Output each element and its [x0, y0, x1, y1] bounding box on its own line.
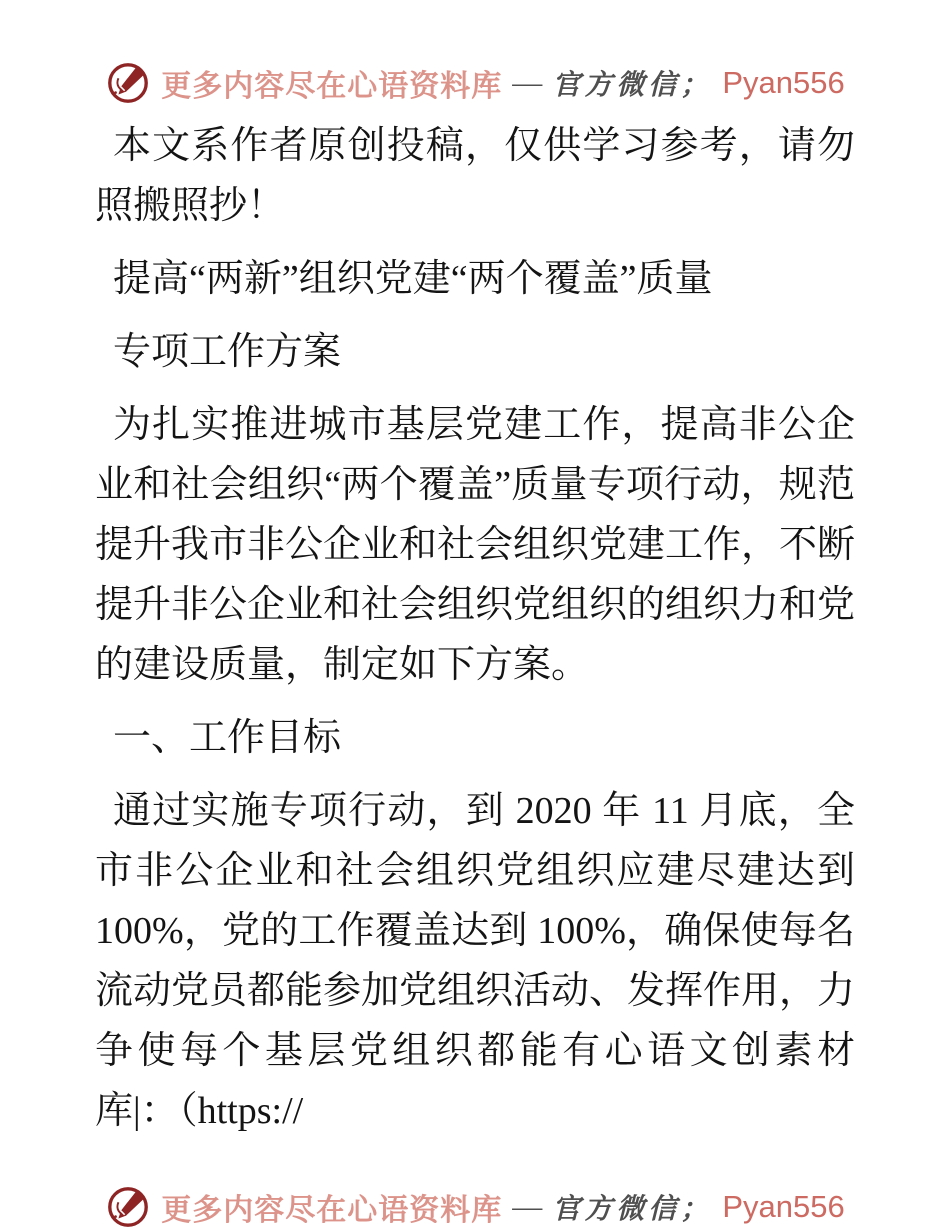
brand-text: 更多内容尽在心语资料库 — [161, 1194, 503, 1227]
brand-pen-logo-icon — [105, 1184, 151, 1230]
section-heading-work-goals: 一、工作目标 — [113, 717, 342, 759]
brand-text: 更多内容尽在心语资料库 — [161, 70, 503, 103]
footer-watermark — [0, 1184, 950, 1230]
paragraph-work-goals: 通过实施专项行动，到 2020 年 11 月底，全市非公企业和社会组织党组织应建尽建达到 100%，党的工作覆盖达到 100%，确保使每名流动党员都能参加党组织活动、发挥作用，力争使每个基层党组织都能有心语文创素材库|：（https:// — [95, 790, 856, 1132]
document-body — [95, 116, 855, 1154]
banner-dash: — — [512, 1190, 543, 1223]
banner-dash: — — [512, 66, 543, 99]
official-wechat-label: 官方微信； — [552, 1194, 713, 1225]
official-wechat-label: 官方微信； — [552, 70, 713, 101]
wechat-id: Pyan556 — [722, 65, 845, 100]
brand-pen-logo-icon — [105, 60, 151, 106]
document-title-line-2: 专项工作方案 — [113, 331, 342, 373]
paragraph-intro: 为扎实推进城市基层党建工作，提高非公企业和社会组织“两个覆盖”质量专项行动，规范提升我市非公企业和社会组织党建工作，不断提升非公企业和社会组织党组织的组织力和党的建设质量，制定如下方案。 — [95, 404, 856, 686]
header-watermark — [0, 0, 950, 106]
wechat-id: Pyan556 — [722, 1189, 845, 1224]
document-title-line-1: 提高“两新”组织党建“两个覆盖”质量 — [113, 258, 713, 300]
paragraph-disclaimer: 本文系作者原创投稿，仅供学习参考，请勿照搬照抄！ — [95, 125, 855, 227]
